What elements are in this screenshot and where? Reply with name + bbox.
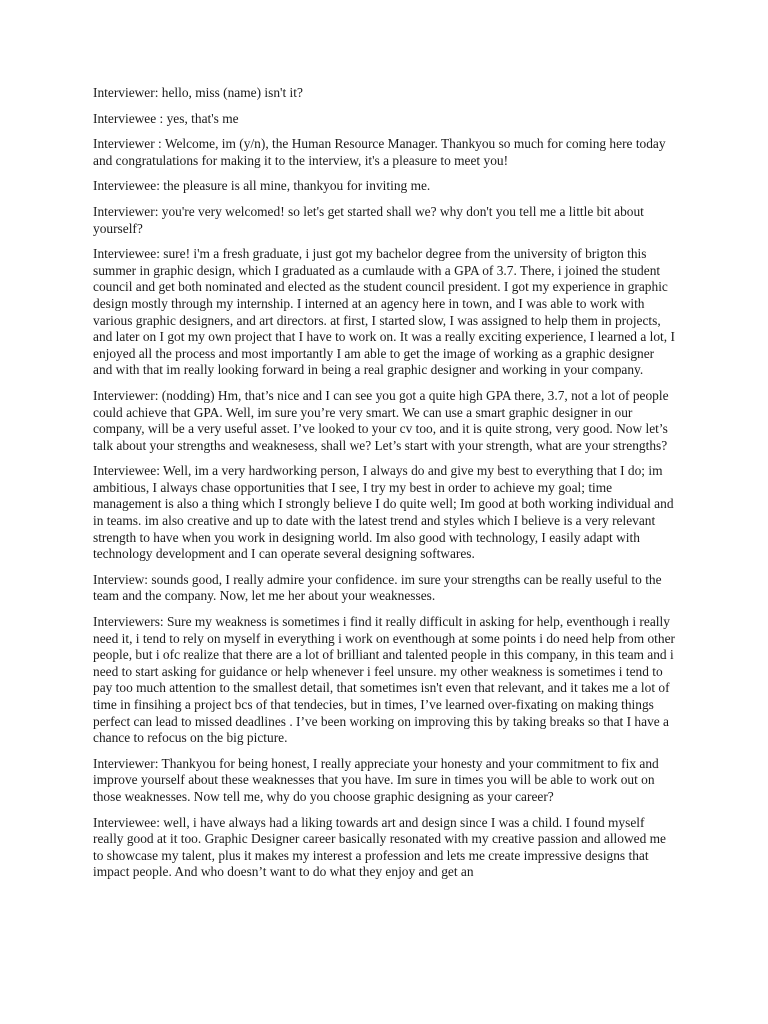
paragraph-intro-question: Interviewer: you're very welcomed! so let's get started shall we? why don't you tell me a little bit about yourself? (93, 203, 644, 236)
interview-transcript (93, 85, 676, 890)
paragraph-career-question: Interviewer: Thankyou for being honest, I really appreciate your honesty and your commitment to fix and improve yourself about these weaknesses that you have. Im sure in times you will be able to work out on those weaknesses. Now tell me, why do you choose graphic designing as your career? (93, 755, 659, 804)
paragraph-confirmation: Interviewee : yes, that's me (93, 110, 239, 126)
paragraph-weaknesses-question: Interview: sounds good, I really admire your confidence. im sure your strengths can be really useful to the team and the company. Now, let me her about your weaknesses. (93, 571, 662, 604)
paragraph-strengths-answer: Interviewee: Well, im a very hardworking person, I always do and give my best to everything that I do; im ambitious, I always chase opportunities that I see, I try my best in order to achieve my goal; time management is also a thing which I strongly believe I do quite well; Im good at both working individual and in teams. im also creative and up to date with the latest trend and styles which I believe is a very relevant strength to have when you work in designing world. Im also good with technology, I easily adapt with technology development and I can operate several designing softwares. (93, 463, 674, 562)
paragraph-career-answer: Interviewee: well, i have always had a liking towards art and design since I was a child. I found myself really good at it too. Graphic Designer career basically resonated with my creative passion and allowed me to showcase my talent, plus it makes my interest a profession and lets me create impressive designs that impact people. And who doesn’t want to do what they enjoy and get an (93, 814, 666, 880)
paragraph-strengths-question: Interviewer: (nodding) Hm, that’s nice and I can see you got a quite high GPA there, 3.7, not a lot of people could achieve that GPA. Well, im sure you’re very smart. We can use a smart graphic designer in our company, will be a very useful asset. I’ve looked to your cv too, and it is quite strong, very good. Now let’s talk about your strengths and weaknesess, shall we? Let’s start with your strength, what are your strengths? (93, 387, 669, 453)
paragraph-thanks: Interviewee: the pleasure is all mine, thankyou for inviting me. (93, 178, 431, 194)
paragraph-welcome: Interviewer : Welcome, im (y/n), the Human Resource Manager. Thankyou so much for coming here today and congratulations for making it to the interview, it's a pleasure to meet you! (93, 136, 666, 168)
paragraph-self-introduction: Interviewee: sure! i'm a fresh graduate, i just got my bachelor degree from the university of brigton this summer in graphic design, which I graduated as a cumlaude with a GPA of 3.7. There, i joined the student council and get both nominated and elected as the student council president. I got my experience in graphic design mostly through my internship. I interned at an agency here in town, and I was able to work with various graphic designers, and art directors. at first, I started slow, I was assigned to help them in projects, and later on I got my own project that I have to work on. It was a really exciting experience, I learned a lot, I enjoyed all the process and most importantly I am able to get the image of working as a graphic designer and with that im really looking forward in being a real graphic designer and working in your company. (93, 246, 675, 378)
paragraph-weaknesses-answer: Interviewers: Sure my weakness is sometimes i find it really difficult in asking for help, eventhough i really need it, i tend to rely on myself in everything i work on eventhough at some points i do need help from other people, but i ofc realize that there are a lot of brilliant and talented people in this company, in this team and i need to start asking for guidance or help whenever i feel unsure. my other weakness is sometimes i tend to pay too much attention to the smallest detail, that sometimes isn't even that relevant, and it takes me a lot of time in finsihing a project bcs of that tendecies, but in times, I’ve learned over-fixating on making things perfect can lead to missed deadlines . I’ve been working on improving this by taking breaks so that I have a chance to refocus on the big picture. (93, 614, 675, 746)
paragraph-greeting: Interviewer: hello, miss (name) isn't it? (93, 85, 303, 100)
